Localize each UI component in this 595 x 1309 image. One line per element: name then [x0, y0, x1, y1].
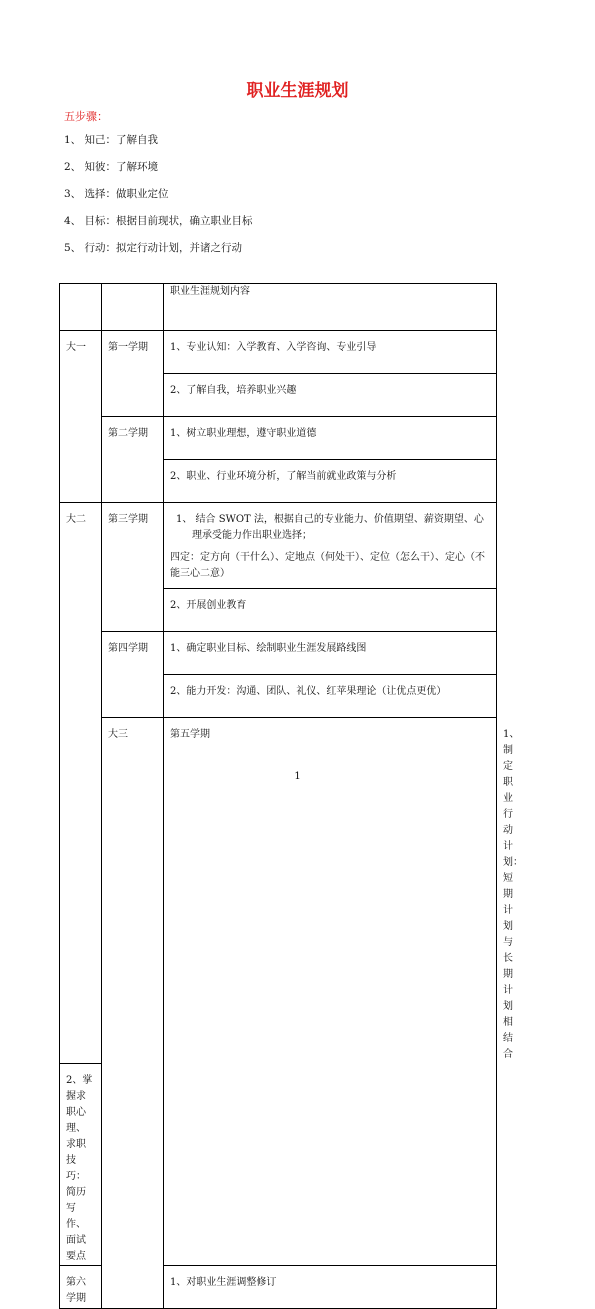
plan-item: 2、职业、行业环境分析，了解当前就业政策与分析 — [164, 460, 497, 503]
header-empty-semester — [102, 284, 164, 331]
plan-item-four-settings: 四定：定方向（干什么）、定地点（何处干）、定位（怎么干）、定心（不能三心二意） — [170, 552, 485, 579]
document-title: 职业生涯规划 — [246, 81, 349, 101]
page-number: 1 — [294, 771, 301, 782]
table-header: 职业生涯规划内容 — [164, 284, 497, 331]
year-cell: 大一 — [60, 331, 102, 503]
plan-item: 1、对职业生涯调整修订 — [164, 1266, 497, 1309]
header-empty-year — [60, 284, 102, 331]
plan-item: 2、掌握求职心理、求职技巧：简历写作、面试要点 — [60, 1064, 102, 1266]
steps-heading: 五步骤： — [64, 110, 108, 123]
step-item: 2、 知彼：了解环境 — [64, 161, 159, 173]
plan-item: 2、开展创业教育 — [164, 589, 497, 632]
semester-cell: 第六学期 — [60, 1266, 102, 1309]
semester-cell: 第三学期 — [102, 503, 164, 632]
semester-cell: 第五学期 — [164, 718, 497, 1266]
step-item: 1、 知己：了解自我 — [64, 134, 159, 146]
plan-item: 1、树立职业理想，遵守职业道德 — [164, 417, 497, 460]
plan-item-swot-text: 1、 结合 SWOT 法，根据自己的专业能力、价值期望、薪资期望、心理承受能力作出职业选择； — [176, 514, 484, 541]
year-cell: 大三 — [102, 718, 164, 1309]
plan-item: 2、了解自我，培养职业兴趣 — [164, 374, 497, 417]
plan-item: 1、专业认知：入学教育、入学咨询、专业引导 — [164, 331, 497, 374]
step-item: 5、 行动：拟定行动计划，并诸之行动 — [64, 242, 243, 254]
plan-item: 1、确定职业目标、绘制职业生涯发展路线图 — [164, 632, 497, 675]
step-item: 4、 目标：根据目前现状，确立职业目标 — [64, 215, 253, 227]
plan-item: 2、能力开发：沟通、团队、礼仪、红苹果理论（让优点更优） — [164, 675, 497, 718]
semester-cell: 第四学期 — [102, 632, 164, 718]
semester-cell: 第一学期 — [102, 331, 164, 417]
semester-cell: 第二学期 — [102, 417, 164, 503]
step-item: 3、 选择：做职业定位 — [64, 188, 169, 200]
plan-item-swot — [164, 503, 497, 589]
steps-list — [64, 134, 253, 269]
year-cell: 大二 — [60, 503, 102, 1064]
career-plan-table: 职业生涯规划内容 大一 第一学期 1、专业认知：入学教育、入学咨询、专业引导 2、了解自我，培养职业兴趣 第二学期 1、树立职业理想，遵守职业道德 2、职业、行业环境分析，了解当前就业政策与分析 大二 第三学期 1、 结合 SWOT 法，根据自己的专业能力、价值期望、薪资期望、心理承受能力作出职业选择； 四定：定方向（干什么）、定地点（何处干）、定位（怎么干）、定心（不能三心二意） 2、开展创业教育 第四学期 1、确定职业目标、绘制职业生涯发展路线图 2、能力开发：沟通、团队、礼仪、红苹果理论（让优点更优） 大三 第五学期 1、制定职业行动计划：短期计划与长期计划相结合 2、掌握求职心理、求职技巧：简历写作、面试要点 第六学期 1、对职业生涯调整修订 — [59, 283, 497, 1309]
